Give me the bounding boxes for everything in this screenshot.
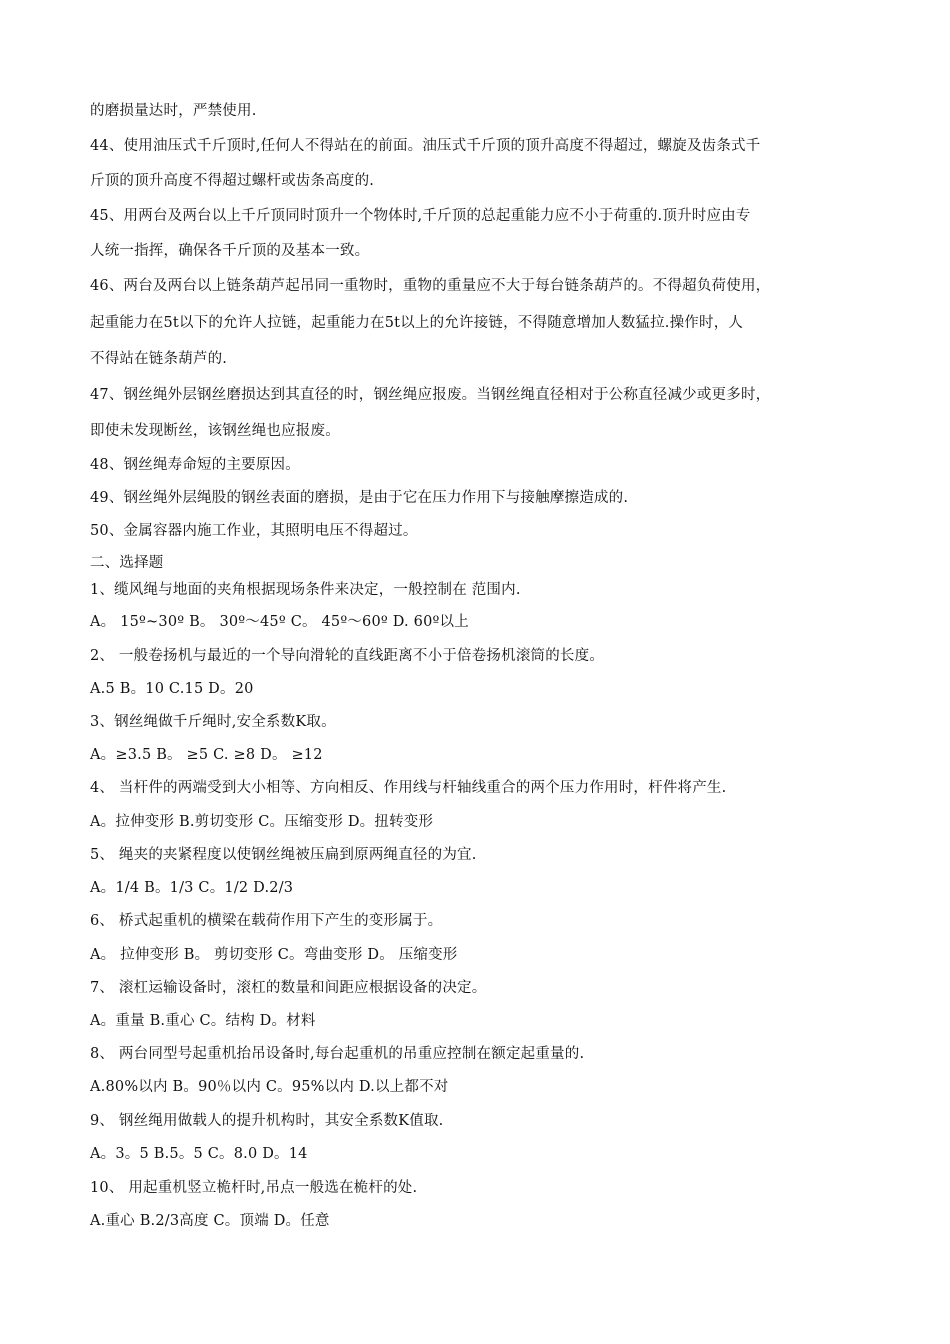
text-line-50: 50、金属容器内施工作业，其照明电压不得超过。 bbox=[90, 523, 418, 539]
options-9: A。3。5 B.5。5 C。8.0 D。14 bbox=[90, 1146, 308, 1162]
text-line-44a: 44、使用油压式千斤顶时,任何人不得站在的前面。油压式千斤顶的顶升高度不得超过，螺旋及齿条式千 bbox=[90, 138, 761, 154]
options-10: A.重心 B.2/3高度 C。顶端 D。任意 bbox=[90, 1213, 330, 1229]
question-7: 7、 滚杠运输设备时，滚杠的数量和间距应根据设备的决定。 bbox=[90, 980, 487, 996]
text-line-45b: 人统一指挥，确保各千斤顶的及基本一致。 bbox=[90, 243, 370, 259]
text-line-45a: 45、用两台及两台以上千斤顶同时顶升一个物体时,千斤顶的总起重能力应不小于荷重的.顶升时应由专 bbox=[90, 208, 751, 224]
text-line-43-tail: 的磨损量达时，严禁使用. bbox=[90, 103, 257, 119]
text-line-48: 48、钢丝绳寿命短的主要原因。 bbox=[90, 457, 300, 473]
text-line-47b: 即使未发现断丝，该钢丝绳也应报废。 bbox=[90, 423, 340, 439]
text-line-44b: 斤顶的顶升高度不得超过螺杆或齿条高度的. bbox=[90, 173, 375, 189]
options-1: A。 15º~30º B。 30º～45º C。 45º～60º D. 60º以上 bbox=[90, 614, 469, 630]
options-4: A。拉伸变形 B.剪切变形 C。压缩变形 D。扭转变形 bbox=[90, 814, 434, 830]
question-5: 5、 绳夹的夹紧程度以使钢丝绳被压扁到原两绳直径的为宜. bbox=[90, 847, 477, 863]
text-line-49: 49、钢丝绳外层绳股的钢丝表面的磨损，是由于它在压力作用下与接触摩擦造成的. bbox=[90, 490, 629, 506]
options-5: A。1/4 B。1/3 C。1/2 D.2/3 bbox=[90, 880, 294, 896]
options-2: A.5 B。10 C.15 D。20 bbox=[90, 681, 254, 697]
question-10: 10、 用起重机竖立桅杆时,吊点一般选在桅杆的处. bbox=[90, 1180, 418, 1196]
question-1: 1、缆风绳与地面的夹角根据现场条件来决定，一般控制在 范围内. bbox=[90, 582, 521, 598]
text-line-46b: 起重能力在5t以下的允许人拉链，起重能力在5t以上的允许接链，不得随意增加人数猛拉.操作时，人 bbox=[90, 315, 744, 331]
question-9: 9、 钢丝绳用做载人的提升机构时，其安全系数K值取. bbox=[90, 1113, 444, 1129]
question-3: 3、钢丝绳做千斤绳时,安全系数K取。 bbox=[90, 714, 336, 730]
options-7: A。重量 B.重心 C。结构 D。材料 bbox=[90, 1013, 316, 1029]
question-2: 2、 一般卷扬机与最近的一个导向滑轮的直线距离不小于倍卷扬机滚筒的长度。 bbox=[90, 648, 605, 664]
options-3: A。≥3.5 B。 ≥5 C. ≥8 D。 ≥12 bbox=[90, 747, 323, 763]
text-line-47a: 47、钢丝绳外层钢丝磨损达到其直径的时，钢丝绳应报废。当钢丝绳直径相对于公称直径减少或更多时， bbox=[90, 387, 771, 403]
question-4: 4、 当杆件的两端受到大小相等、方向相反、作用线与杆轴线重合的两个压力作用时，杆件将产生. bbox=[90, 780, 727, 796]
section-heading-choice: 二、选择题 bbox=[90, 555, 164, 571]
options-8: A.80%以内 B。90％以内 C。95%以内 D.以上都不对 bbox=[90, 1079, 449, 1095]
text-line-46a: 46、两台及两台以上链条葫芦起吊同一重物时，重物的重量应不大于每台链条葫芦的。不得超负荷使用， bbox=[90, 278, 771, 294]
text-line-46c: 不得站在链条葫芦的. bbox=[90, 351, 228, 367]
options-6: A。 拉伸变形 B。 剪切变形 C。弯曲变形 D。 压缩变形 bbox=[90, 947, 458, 963]
question-8: 8、 两台同型号起重机抬吊设备时,每台起重机的吊重应控制在额定起重量的. bbox=[90, 1046, 585, 1062]
question-6: 6、 桥式起重机的横梁在载荷作用下产生的变形属于。 bbox=[90, 913, 443, 929]
